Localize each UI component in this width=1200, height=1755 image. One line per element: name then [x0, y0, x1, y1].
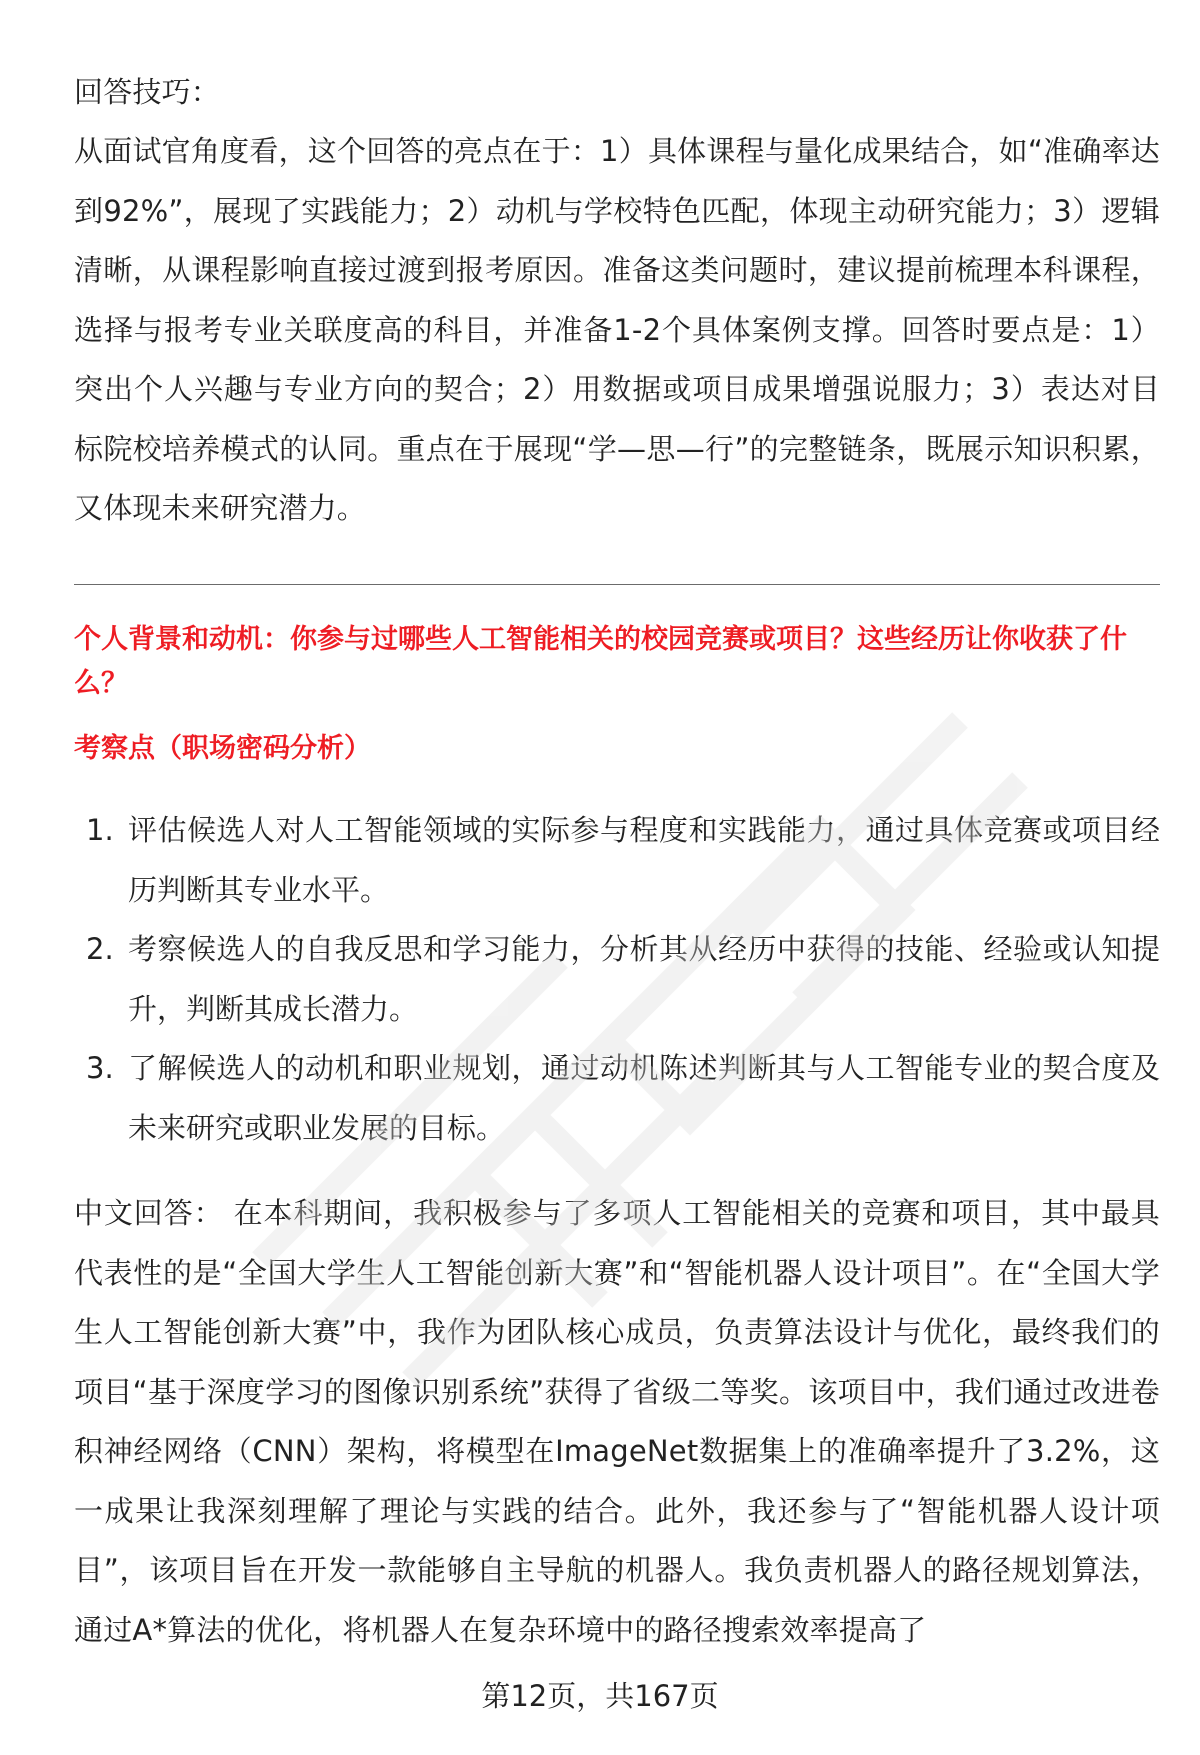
question-heading: 个人背景和动机：你参与过哪些人工智能相关的校园竞赛或项目？这些经历让你收获了什么？ [74, 624, 1127, 699]
tips-label: 回答技巧： [74, 75, 221, 109]
list-item [74, 1039, 1160, 1158]
list-item [74, 801, 1160, 920]
page-number: 第12页，共167页 [481, 1679, 719, 1713]
tips-body: 从面试官角度看，这个回答的亮点在于：1）具体课程与量化成果结合，如“准确率达到92%”，展现了实践能力；2）动机与学校特色匹配，体现主动研究能力；3）逻辑清晰，从课程影响直接过渡到报考原因。准备这类问题时，建议提前梳理本科课程，选择与报考专业关联度高的科目，并准备1-2个具体案例支撑。回答时要点是：1）突出个人兴趣与专业方向的契合；2）用数据或项目成果增强说服力；3）表达对目标院校培养模式的认同。重点在于展现“学—思—行”的完整链条，既展示知识积累，又体现未来研究潜力。 [74, 134, 1160, 525]
list-item-text: 了解候选人的动机和职业规划，通过动机陈述判断其与人工智能专业的契合度及未来研究或职业发展的目标。 [128, 1051, 1160, 1145]
list-item-number: 3. [86, 1051, 114, 1085]
key-points-list [74, 801, 1160, 1158]
list-item [74, 920, 1160, 1039]
list-item-number: 1. [86, 813, 114, 847]
list-item-text: 考察候选人的自我反思和学习能力，分析其从经历中获得的技能、经验或认知提升，判断其成长潜力。 [128, 932, 1160, 1026]
section-divider [74, 584, 1160, 585]
answer-paragraph: 中文回答： 在本科期间，我积极参与了多项人工智能相关的竞赛和项目，其中最具代表性的是“全国大学生人工智能创新大赛”和“智能机器人设计项目”。在“全国大学生人工智能创新大赛”中，我作为团队核心成员，负责算法设计与优化，最终我们的项目“基于深度学习的图像识别系统”获得了省级二等奖。该项目中，我们通过改进卷积神经网络（CNN）架构，将模型在ImageNet数据集上的准确率提升了3.2%，这一成果让我深刻理解了理论与实践的结合。此外，我还参与了“智能机器人设计项目”，该项目旨在开发一款能够自主导航的机器人。我负责机器人的路径规划算法，通过A*算法的优化，将机器人在复杂环境中的路径搜索效率提高了 [74, 1196, 1160, 1647]
list-item-number: 2. [86, 932, 114, 966]
list-item-text: 评估候选人对人工智能领域的实际参与程度和实践能力，通过具体竞赛或项目经历判断其专业水平。 [128, 813, 1160, 907]
document-page [74, 0, 1160, 1755]
key-points-title: 考察点（职场密码分析） [74, 733, 371, 764]
